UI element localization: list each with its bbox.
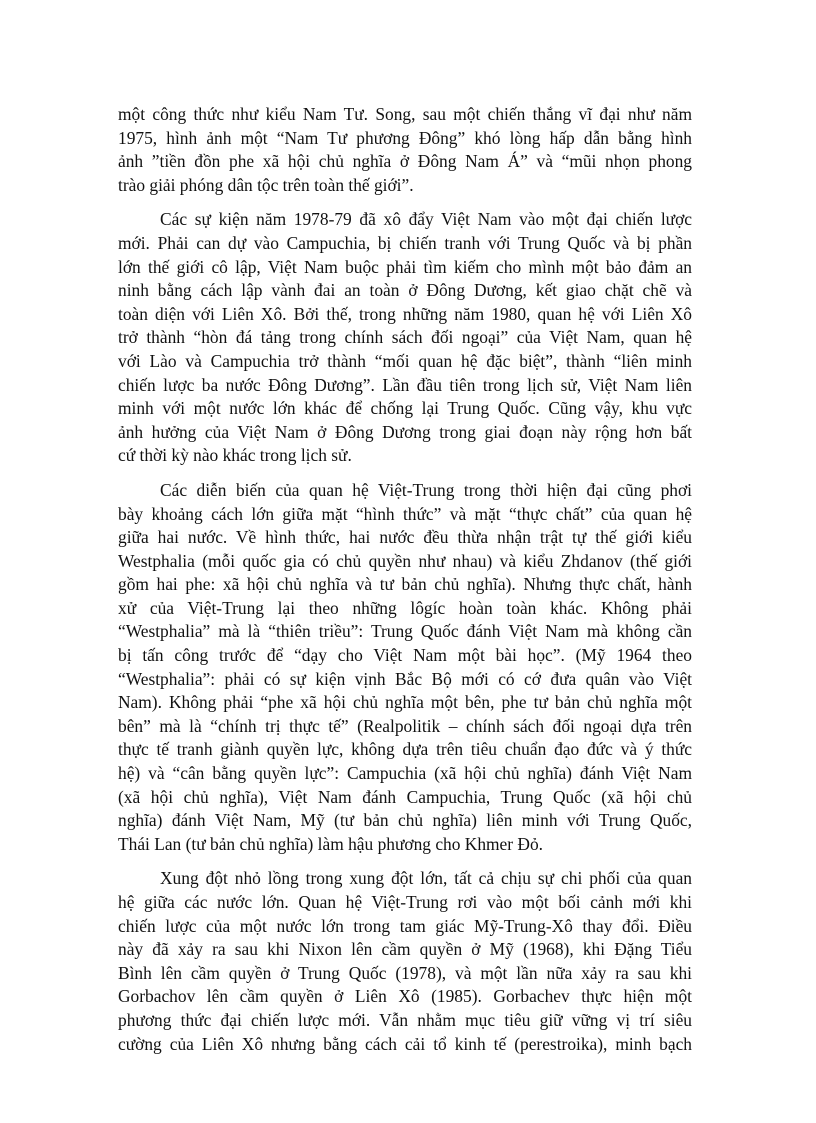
text-line: Westphalia (mỗi quốc gia có chủ quyền như nhau) và kiểu Zhdanov (thế giới [118, 550, 692, 571]
text-line: trào giải phóng dân tộc trên toàn thế giới”. [118, 174, 414, 195]
text-line: Gorbachov lên cầm quyền ở Liên Xô (1985). Gorbachev thực hiện một [118, 986, 692, 1007]
text-line: mới. Phải can dự vào Campuchia, bị chiến tranh với Trung Quốc và bị phần [118, 232, 692, 253]
text-line: “Westphalia”: phải có sự kiện vịnh Bắc Bộ mới có cớ đưa quân vào Việt [118, 668, 692, 689]
text-line: với Lào và Campuchia trở thành “mối quan hệ đặc biệt”, thành “liên minh [118, 350, 692, 371]
text-line: hệ) và “cân bằng quyền lực”: Campuchia (xã hội chủ nghĩa) đánh Việt Nam [118, 763, 692, 784]
text-line: cứ thời kỳ nào khác trong lịch sử. [118, 445, 352, 466]
text-line: này đã xảy ra sau khi Nixon lên cầm quyền ở Mỹ (1968), khi Đặng Tiểu [118, 939, 692, 960]
paragraph-spacing [118, 468, 692, 479]
paragraph-spacing [118, 856, 692, 867]
text-line: lớn thế giới cô lập, Việt Nam buộc phải tìm kiếm cho mình một bảo đảm an [118, 256, 692, 277]
text-line: “Westphalia” mà là “thiên triều”: Trung Quốc đánh Việt Nam mà không cần [118, 621, 692, 642]
text-line: gồm hai phe: xã hội chủ nghĩa và tư bản chủ nghĩa). Nhưng thực chất, hành [118, 574, 692, 595]
text-line: chiến lược của một nước lớn trong tam giác Mỹ-Trung-Xô thay đổi. Điều [118, 915, 692, 936]
text-line: Bình lên cầm quyền ở Trung Quốc (1978), và một lần nữa xảy ra sau khi [118, 962, 692, 983]
text-line: hệ giữa các nước lớn. Quan hệ Việt-Trung rơi vào một bối cảnh mới khi [118, 892, 692, 912]
text-line: bày khoảng cách lớn giữa mặt “hình thức” và mặt “thực chất” của quan hệ [118, 503, 692, 524]
paragraph [118, 479, 692, 857]
text-line: giữa hai nước. Về hình thức, hai nước đều thừa nhận trật tự thế giới kiểu [118, 527, 692, 548]
text-line: Các sự kiện năm 1978-79 đã xô đẩy Việt Nam vào một đại chiến lược [160, 209, 692, 230]
text-line: xử của Việt-Trung lại theo những lôgíc hoàn toàn khác. Không phải [118, 597, 692, 618]
text-line: chiến lược ba nước Đông Dương”. Lần đầu tiên trong lịch sử, Việt Nam liên [118, 374, 692, 395]
text-line: một công thức như kiểu Nam Tư. Song, sau một chiến thắng vĩ đại như năm [118, 104, 692, 124]
text-line: Nam). Không phải “phe xã hội chủ nghĩa một bên, phe tư bản chủ nghĩa một [118, 692, 692, 713]
document-body [118, 103, 692, 1056]
text-line: minh với một nước lớn khác để chống lại Trung Quốc. Cũng vậy, khu vực [118, 398, 692, 419]
text-line: (xã hội chủ nghĩa), Việt Nam đánh Campuchia, Trung Quốc (xã hội chủ [118, 786, 692, 807]
paragraph [118, 103, 692, 197]
text-line: Thái Lan (tư bản chủ nghĩa) làm hậu phương cho Khmer Đỏ. [118, 833, 544, 854]
text-line: nghĩa) đánh Việt Nam, Mỹ (tư bản chủ nghĩa) liên minh với Trung Quốc, [118, 810, 692, 831]
text-line: bên” mà là “chính trị thực tế” (Realpolitik – chính sách đối ngoại dựa trên [118, 715, 692, 736]
text-line: bị tấn công trước để “dạy cho Việt Nam một bài học”. (Mỹ 1964 theo [118, 645, 692, 666]
text-line: toàn diện với Liên Xô. Bởi thế, trong những năm 1980, quan hệ với Liên Xô [118, 303, 692, 324]
text-line: 1975, hình ảnh một “Nam Tư phương Đông” khó lòng hấp dẫn bằng hình [118, 127, 692, 148]
paragraph-spacing [118, 197, 692, 208]
text-line: ảnh hưởng của Việt Nam ở Đông Dương trong giai đoạn này rộng hơn bất [118, 421, 692, 442]
text-line: ninh bằng cách lập vành đai an toàn ở Đông Dương, kết giao chặt chẽ và [118, 280, 692, 301]
text-line: cường của Liên Xô nhưng bằng cách cải tổ kinh tế (perestroika), minh bạch [118, 1033, 692, 1054]
text-line: Xung đột nhỏ lồng trong xung đột lớn, tất cả chịu sự chi phối của quan [160, 868, 692, 889]
text-line: ảnh ”tiền đồn phe xã hội chủ nghĩa ở Đông Nam Á” và “mũi nhọn phong [118, 151, 692, 172]
paragraph [118, 208, 692, 468]
text-line: phương thức đại chiến lược mới. Vẫn nhằm mục tiêu giữ vững vị trí siêu [118, 1009, 692, 1030]
text-line: trở thành “hòn đá tảng trong chính sách đối ngoại” của Việt Nam, quan hệ [118, 327, 692, 348]
paragraph [118, 867, 692, 1056]
text-line: Các diễn biến của quan hệ Việt-Trung trong thời hiện đại cũng phơi [160, 479, 692, 500]
text-line: thực tế tranh giành quyền lực, không dựa trên tiêu chuẩn đạo đức và ý thức [118, 739, 692, 760]
